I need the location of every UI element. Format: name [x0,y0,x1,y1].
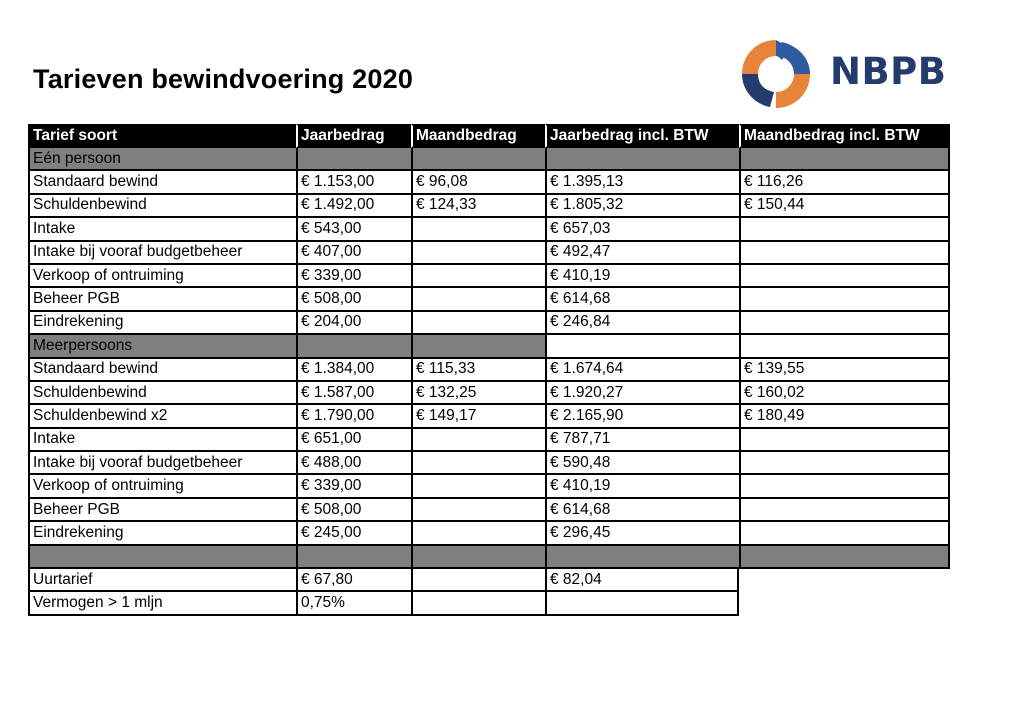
table-cell: € 1.153,00 [296,171,411,194]
table-row [28,218,950,241]
table-cell: Intake [28,429,296,452]
table-cell: Uurtarief [28,569,296,592]
table-row [28,288,950,311]
table-cell [411,499,545,522]
table-cell: € 339,00 [296,265,411,288]
table-cell: Schuldenbewind [28,195,296,218]
table-row [28,475,950,498]
table-cell: € 132,25 [411,382,545,405]
table-row [28,265,950,288]
table-cell: € 1.384,00 [296,359,411,382]
table-cell: € 543,00 [296,218,411,241]
header-tarief-soort: Tarief soort [28,124,296,148]
table-cell [411,429,545,452]
table-row [28,171,950,194]
table-cell: € 339,00 [296,475,411,498]
table-cell: € 1.790,00 [296,405,411,428]
table-cell [411,522,545,545]
table-cell: € 1.674,64 [545,359,739,382]
group-label: Meerpersoons [28,335,296,358]
table-cell: € 1.805,32 [545,195,739,218]
table-cell [739,475,950,498]
table-row [28,405,950,428]
table-cell [739,499,950,522]
table-cell [411,218,545,241]
table-cell: € 488,00 [296,452,411,475]
table-cell: € 139,55 [739,359,950,382]
table-cell: € 590,48 [545,452,739,475]
table-cell: € 492,47 [545,242,739,265]
table-cell [411,569,545,592]
table-cell [411,475,545,498]
table-row [28,312,950,335]
table-row [28,569,950,592]
table-row [28,242,950,265]
table-cell [739,429,950,452]
table-cell: € 787,71 [545,429,739,452]
table-cell [739,522,950,545]
table-cell: € 82,04 [545,569,739,592]
table-cell: € 124,33 [411,195,545,218]
table-cell: € 149,17 [411,405,545,428]
table-cell: Verkoop of ontruiming [28,475,296,498]
table-cell: Intake bij vooraf budgetbeheer [28,452,296,475]
table-row [28,499,950,522]
table-cell: Intake [28,218,296,241]
table-cell: € 1.587,00 [296,382,411,405]
table-cell [411,592,545,615]
table-cell [411,312,545,335]
table-cell: € 160,02 [739,382,950,405]
table-cell: € 180,49 [739,405,950,428]
table-cell: € 67,80 [296,569,411,592]
table-row [28,522,950,545]
table-cell: Standaard bewind [28,171,296,194]
header-jaarbedrag: Jaarbedrag [296,124,411,148]
table-cell: € 508,00 [296,288,411,311]
table-cell: € 96,08 [411,171,545,194]
page-title: Tarieven bewindvoering 2020 [33,64,414,94]
table-cell [739,242,950,265]
separator-row [28,546,950,569]
table-cell [739,265,950,288]
table-cell: € 614,68 [545,288,739,311]
table-cell [739,288,950,311]
table-cell: € 245,00 [296,522,411,545]
table-row [28,382,950,405]
table-cell: € 116,26 [739,171,950,194]
table-cell: € 2.165,90 [545,405,739,428]
table-row [28,195,950,218]
group-row-meerpersoons [28,335,950,358]
table-cell: € 410,19 [545,475,739,498]
table-cell: Verkoop of ontruiming [28,265,296,288]
logo-text: NBPB [830,50,947,93]
table-row [28,452,950,475]
table-row [28,592,950,615]
table-cell: € 614,68 [545,499,739,522]
table-row [28,429,950,452]
table-cell: € 407,00 [296,242,411,265]
table-cell: Beheer PGB [28,499,296,522]
table-cell [411,265,545,288]
table-cell: Intake bij vooraf budgetbeheer [28,242,296,265]
table-cell [411,242,545,265]
table-cell: € 508,00 [296,499,411,522]
table-header-row [28,124,950,148]
table-cell: € 1.920,27 [545,382,739,405]
header-maandbedrag-btw: Maandbedrag incl. BTW [739,124,950,148]
table-cell: € 150,44 [739,195,950,218]
table-cell: € 1.492,00 [296,195,411,218]
table-cell: € 657,03 [545,218,739,241]
table-cell: € 246,84 [545,312,739,335]
table-cell: 0,75% [296,592,411,615]
table-cell: € 115,33 [411,359,545,382]
table-cell: € 410,19 [545,265,739,288]
table-cell: Vermogen > 1 mljn [28,592,296,615]
table-cell [739,218,950,241]
table-cell: € 204,00 [296,312,411,335]
table-cell: Schuldenbewind x2 [28,405,296,428]
table-cell [411,452,545,475]
group-row-een-persoon [28,148,950,171]
table-cell [545,592,739,615]
header-maandbedrag: Maandbedrag [411,124,545,148]
table-cell [411,288,545,311]
table-cell: € 651,00 [296,429,411,452]
table-cell [739,312,950,335]
table-cell: Schuldenbewind [28,382,296,405]
table-cell: Eindrekening [28,312,296,335]
tariff-table [28,124,950,616]
group-label: Eén persoon [28,148,296,171]
table-cell: Standaard bewind [28,359,296,382]
table-cell: Eindrekening [28,522,296,545]
table-cell [739,452,950,475]
table-cell: € 1.395,13 [545,171,739,194]
table-cell: € 296,45 [545,522,739,545]
table-row [28,359,950,382]
header-jaarbedrag-btw: Jaarbedrag incl. BTW [545,124,739,148]
table-cell: Beheer PGB [28,288,296,311]
